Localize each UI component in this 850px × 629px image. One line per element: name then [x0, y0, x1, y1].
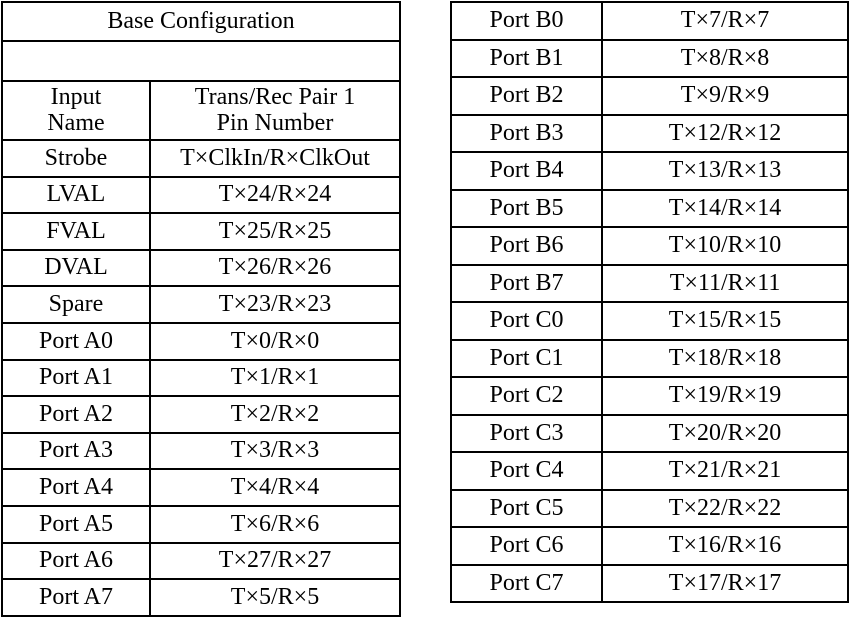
input-name-cell: FVAL	[2, 213, 150, 250]
table-row	[2, 213, 400, 250]
input-name-cell: Port A6	[2, 543, 150, 580]
pin-number-cell: T×23/R×23	[150, 286, 400, 323]
input-name-header-line1: Input	[50, 84, 102, 111]
pin-number-cell: T×16/R×16	[602, 527, 848, 565]
input-name-cell: Port A7	[2, 579, 150, 616]
pin-number-cell: T×4/R×4	[150, 469, 400, 506]
table-row	[451, 302, 848, 340]
pin-number-header-line2: Pin Number	[216, 109, 334, 136]
input-name-cell: Port C7	[451, 565, 602, 603]
pin-number-cell: T×8/R×8	[602, 40, 848, 78]
table-row	[2, 177, 400, 214]
table-row	[451, 527, 848, 565]
input-name-cell: Port C1	[451, 340, 602, 378]
pin-number-cell: T×13/R×13	[602, 152, 848, 190]
table-row	[451, 2, 848, 40]
input-name-cell: Port B4	[451, 152, 602, 190]
table-row	[451, 340, 848, 378]
pin-number-cell: T×24/R×24	[150, 177, 400, 214]
input-name-cell: DVAL	[2, 250, 150, 287]
input-name-cell: Port C6	[451, 527, 602, 565]
table-row	[451, 377, 848, 415]
pin-number-cell: T×12/R×12	[602, 115, 848, 153]
input-name-cell: Port C2	[451, 377, 602, 415]
table-row	[451, 265, 848, 303]
input-name-cell: Port A2	[2, 396, 150, 433]
left-table-body	[2, 2, 400, 616]
table-row	[2, 286, 400, 323]
pin-number-cell: T×26/R×26	[150, 250, 400, 287]
input-name-header-line2: Name	[47, 109, 105, 136]
input-name-cell: Port A5	[2, 506, 150, 543]
pin-number-header-line1: Trans/Rec Pair 1	[194, 84, 356, 111]
input-name-header	[2, 81, 150, 140]
table-row	[451, 190, 848, 228]
input-name-cell: Port C5	[451, 490, 602, 528]
pin-number-cell: T×15/R×15	[602, 302, 848, 340]
input-name-cell: Port B0	[451, 2, 602, 40]
pin-number-cell: T×19/R×19	[602, 377, 848, 415]
table-title: Base Configuration	[2, 2, 400, 41]
pin-number-cell: T×5/R×5	[150, 579, 400, 616]
table-row	[451, 115, 848, 153]
input-name-cell: Port C4	[451, 452, 602, 490]
pin-number-cell: T×7/R×7	[602, 2, 848, 40]
pin-number-cell: T×1/R×1	[150, 360, 400, 397]
header-row	[2, 81, 400, 140]
table-row	[2, 469, 400, 506]
table-row	[2, 323, 400, 360]
pin-number-cell: T×6/R×6	[150, 506, 400, 543]
pin-number-cell: T×3/R×3	[150, 433, 400, 470]
table-row	[2, 360, 400, 397]
table-row	[451, 152, 848, 190]
pin-number-cell: T×27/R×27	[150, 543, 400, 580]
input-name-cell: Port B7	[451, 265, 602, 303]
table-row	[451, 415, 848, 453]
right-table-body	[451, 2, 848, 602]
blank-cell	[2, 41, 400, 81]
input-name-cell: LVAL	[2, 177, 150, 214]
blank-row	[2, 41, 400, 81]
input-name-cell: Port A0	[2, 323, 150, 360]
input-name-cell: Port C3	[451, 415, 602, 453]
table-row	[451, 452, 848, 490]
table-row	[2, 433, 400, 470]
pin-number-cell: T×0/R×0	[150, 323, 400, 360]
input-name-cell: Port A4	[2, 469, 150, 506]
table-row	[2, 579, 400, 616]
pin-number-cell: T×14/R×14	[602, 190, 848, 228]
table-row	[451, 227, 848, 265]
table-row	[451, 565, 848, 603]
port-pin-table	[450, 1, 849, 603]
input-name-cell: Port C0	[451, 302, 602, 340]
pin-number-cell: T×21/R×21	[602, 452, 848, 490]
table-row	[2, 140, 400, 177]
pin-number-cell: T×10/R×10	[602, 227, 848, 265]
base-configuration-table	[1, 1, 401, 617]
table-row	[2, 250, 400, 287]
pin-number-cell: T×20/R×20	[602, 415, 848, 453]
input-name-cell: Port B6	[451, 227, 602, 265]
input-name-cell: Spare	[2, 286, 150, 323]
pin-number-cell: T×ClkIn/R×ClkOut	[150, 140, 400, 177]
input-name-cell: Strobe	[2, 140, 150, 177]
pin-number-cell: T×22/R×22	[602, 490, 848, 528]
table-row	[2, 506, 400, 543]
pin-number-cell: T×2/R×2	[150, 396, 400, 433]
table-row	[2, 396, 400, 433]
table-row	[451, 490, 848, 528]
pin-number-cell: T×11/R×11	[602, 265, 848, 303]
input-name-cell: Port B5	[451, 190, 602, 228]
title-row	[2, 2, 400, 41]
pin-number-cell: T×25/R×25	[150, 213, 400, 250]
input-name-cell: Port A3	[2, 433, 150, 470]
table-row	[2, 543, 400, 580]
pin-number-header	[150, 81, 400, 140]
table-row	[451, 40, 848, 78]
input-name-cell: Port B2	[451, 77, 602, 115]
input-name-cell: Port B3	[451, 115, 602, 153]
pin-number-cell: T×17/R×17	[602, 565, 848, 603]
input-name-cell: Port B1	[451, 40, 602, 78]
table-row	[451, 77, 848, 115]
pin-number-cell: T×18/R×18	[602, 340, 848, 378]
pin-number-cell: T×9/R×9	[602, 77, 848, 115]
input-name-cell: Port A1	[2, 360, 150, 397]
